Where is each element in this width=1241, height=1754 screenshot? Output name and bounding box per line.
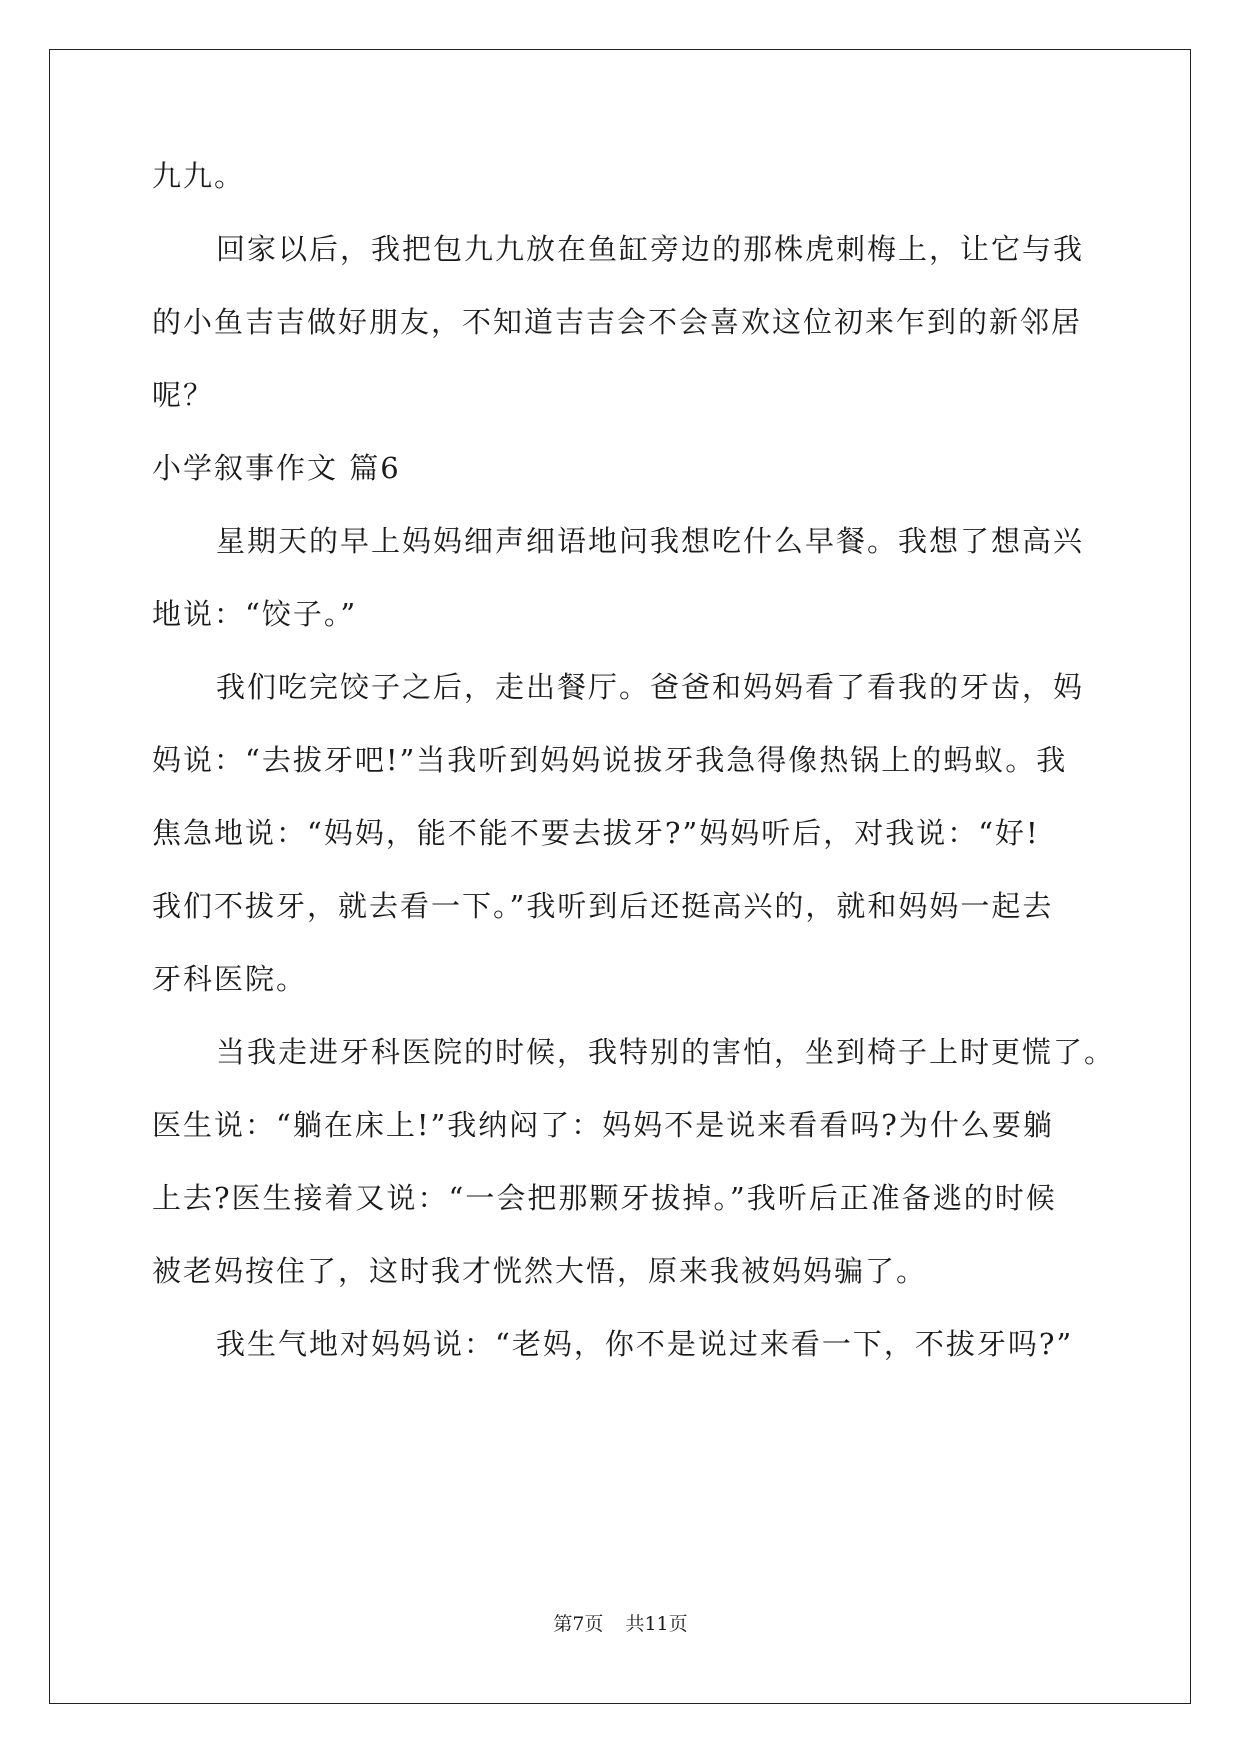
text-line: 地说：“饺子。” [152, 597, 358, 631]
paragraph-line: 回家以后，我把包九九放在鱼缸旁边的那株虎刺梅上，让它与我 [216, 232, 1085, 266]
text-line: 我们不拔牙，就去看一下。”我听到后还挺高兴的，就和妈妈一起去 [152, 889, 1054, 923]
text-line: 妈说：“去拔牙吧!”当我听到妈妈说拔牙我急得像热锅上的蚂蚁。我 [152, 743, 1068, 777]
section-heading: 小学叙事作文 篇6 [152, 451, 401, 485]
paragraph-line: 我们吃完饺子之后，走出餐厅。爸爸和妈妈看了看我的牙齿，妈 [216, 670, 1085, 704]
text-line: 的小鱼吉吉做好朋友，不知道吉吉会不会喜欢这位初来乍到的新邻居 [152, 305, 1083, 339]
text-line: 焦急地说：“妈妈，能不能不要去拔牙?”妈妈听后，对我说：“好! [152, 816, 1040, 850]
page-border [49, 49, 1191, 1704]
text-line: 医生说：“躺在床上!”我纳闷了：妈妈不是说来看看吗?为什么要躺 [152, 1108, 1054, 1142]
text-line: 九九。 [152, 159, 246, 193]
text-line: 牙科医院。 [152, 962, 308, 996]
paragraph-line: 我生气地对妈妈说：“老妈，你不是说过来看一下，不拔牙吗?” [216, 1327, 1074, 1361]
paragraph-line: 星期天的早上妈妈细声细语地问我想吃什么早餐。我想了想高兴 [216, 524, 1085, 558]
text-line: 上去?医生接着又说：“一会把那颗牙拔掉。”我听后正准备逃的时候 [152, 1181, 1057, 1215]
total-pages: 共11页 [625, 1613, 688, 1635]
page-footer [0, 1612, 1241, 1636]
paragraph-line: 当我走进牙科医院的时候，我特别的害怕，坐到椅子上时更慌了。 [216, 1035, 1116, 1069]
text-line: 被老妈按住了，这时我才恍然大悟，原来我被妈妈骗了。 [152, 1254, 928, 1288]
page-number: 第7页 [553, 1613, 604, 1635]
text-line: 呢？ [152, 378, 215, 412]
